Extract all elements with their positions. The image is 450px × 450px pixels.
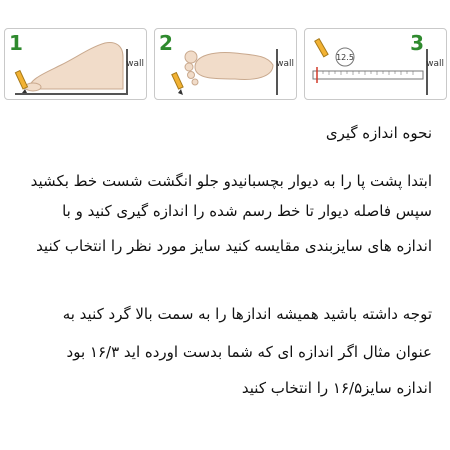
pencil-icon (315, 39, 328, 57)
step-number: 1 (9, 31, 23, 55)
instruction-line: ابتدا پشت پا را به دیوار بچسبانیدو جلو انگشت شست خط بکشید (30, 172, 432, 190)
pencil-icon (172, 72, 183, 95)
instructions-title: نحوه اندازه گیری (325, 124, 432, 142)
wall-line (126, 49, 128, 95)
instruction-line: توجه داشته باشید همیشه اندازها را به سمت بالا گرد کنید به (62, 305, 432, 323)
ruler-reading: 12.5 (336, 53, 354, 62)
foot-side-illustration (5, 29, 146, 99)
foot-top-illustration (155, 29, 296, 99)
wall-label: wall (126, 59, 144, 69)
step-number: 2 (159, 31, 173, 55)
instruction-line: اندازه سایز۱۶/۵ را انتخاب کنید (241, 379, 432, 397)
instruction-line: سپس فاصله دیوار تا خط رسم شده را اندازه گیری کنید و با (62, 202, 432, 220)
step-2-panel (154, 28, 297, 100)
ruler-illustration (305, 29, 446, 99)
pencil-icon (15, 71, 28, 95)
floor-line (15, 93, 128, 95)
wall-label: wall (426, 59, 444, 69)
wall-label: wall (276, 59, 294, 69)
instruction-line: اندازه های سایزبندی مقایسه کنید سایز مورد نظر را انتخاب کنید (36, 237, 432, 255)
instruction-line: عنوان مثال اگر اندازه ای که شما بدست اورده اید ۱۶/۳ بود (66, 343, 432, 361)
step-3-panel (304, 28, 447, 100)
wall-line (276, 49, 278, 95)
step-number: 3 (410, 31, 424, 55)
step-1-panel (4, 28, 147, 100)
wall-line (426, 49, 428, 95)
